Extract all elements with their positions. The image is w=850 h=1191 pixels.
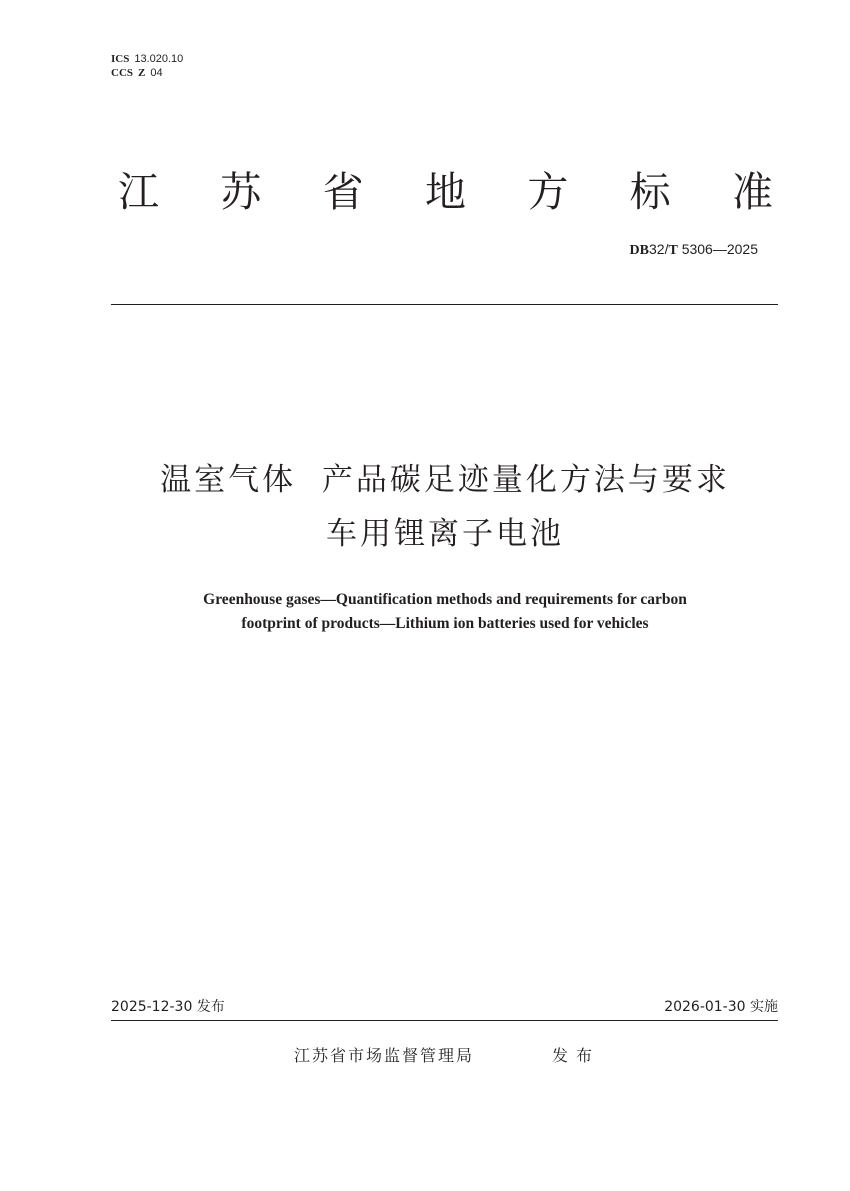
ccs-label: CCS — [111, 67, 134, 79]
top-divider — [111, 304, 778, 305]
issuer-name: 江苏省市场监督管理局 — [294, 1046, 475, 1065]
title-en-line-2: footprint of products—Lithium ion batteries used for vehicles — [241, 615, 649, 632]
standard-number-code: 32/ — [649, 241, 669, 257]
ccs-line — [111, 66, 183, 80]
classification-codes — [111, 52, 183, 80]
standard-type-heading — [118, 166, 773, 218]
standard-number-value: 5306—2025 — [677, 241, 758, 257]
standard-number-prefix: DB — [629, 243, 649, 258]
issue-date: 2025-12-30 发布 — [111, 999, 225, 1015]
title-cn-line-1: 温室气体 产品碳足迹量化方法与要求 — [160, 462, 730, 498]
standard-type-char: 江 — [118, 168, 159, 216]
title-en — [60, 588, 830, 636]
standard-number-t: T — [668, 243, 678, 258]
ccs-code: Z — [138, 67, 146, 79]
standard-type-char: 准 — [731, 168, 773, 216]
issuer-action: 发布 — [552, 1046, 601, 1065]
standard-type-char: 方 — [527, 168, 569, 216]
standard-type-char: 苏 — [220, 168, 262, 216]
title-cn-line-2: 车用锂离子电池 — [326, 516, 564, 552]
ics-value: 13.020.10 — [134, 53, 184, 65]
title-en-line-1: Greenhouse gases—Quantification methods and requirements for carbon — [203, 591, 687, 608]
ccs-number: 04 — [150, 67, 163, 79]
standard-number — [630, 240, 758, 260]
bottom-divider — [111, 1020, 778, 1021]
implementation-date: 2026-01-30 实施 — [664, 999, 778, 1015]
ics-label: ICS — [111, 53, 130, 65]
standard-type-char: 地 — [424, 168, 466, 216]
standard-type-char: 标 — [629, 168, 671, 216]
ics-line — [111, 52, 183, 66]
standard-type-char: 省 — [322, 168, 364, 216]
